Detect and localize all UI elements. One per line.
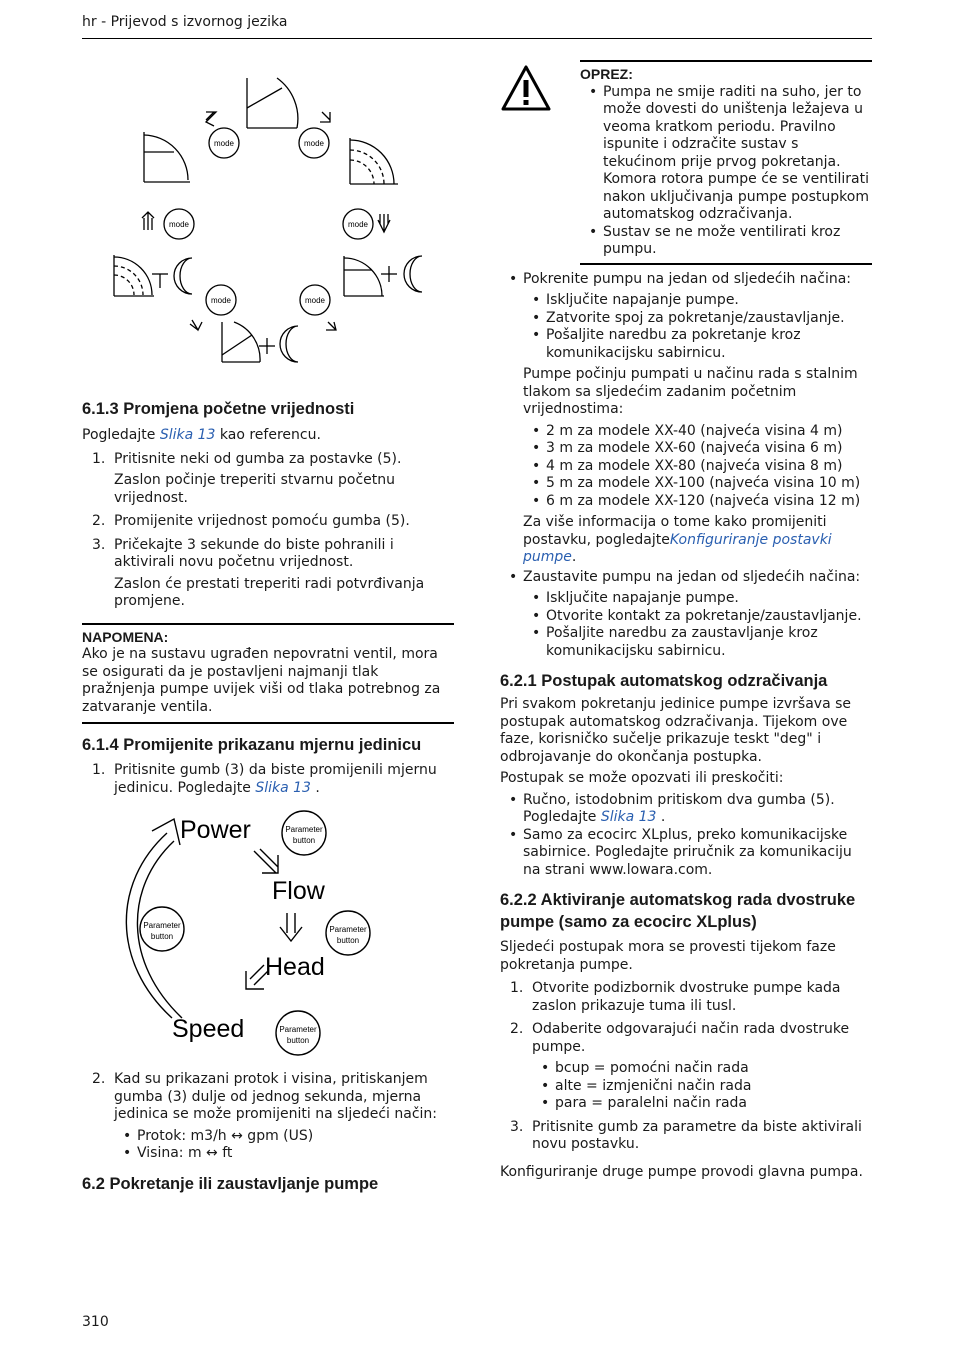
head-label: Head bbox=[265, 953, 325, 981]
right-column bbox=[500, 60, 872, 1181]
list-item: • bcup = pomoćni način rada bbox=[532, 1060, 872, 1078]
figure-link[interactable]: Slika 13 bbox=[159, 427, 216, 443]
section-title-6-2: 6.2 Pokretanje ili zaustavljanje pumpe bbox=[82, 1174, 379, 1193]
section-title-6-1-3: 6.1.3 Promjena početne vrijednosti bbox=[82, 400, 355, 418]
arrow-icon bbox=[206, 112, 216, 126]
figure-link[interactable]: Slika 13 bbox=[600, 809, 657, 825]
bullet-list bbox=[523, 423, 872, 511]
paragraph: Pri svakom pokretanju jedinice pumpe izvršava se postupak automatskog odzračivanja. Tijekom ove faze, korisničko sučelje prikazuje teskt "deg" i odbrojavanje do okončanja postupka. bbox=[500, 696, 852, 765]
steps-list bbox=[500, 980, 872, 1154]
page-header: hr - Prijevod s izvornog jezika bbox=[82, 14, 288, 30]
parameter-button-label: button bbox=[292, 836, 316, 845]
bullet-list bbox=[500, 792, 872, 880]
list-item: • Visina: m ↔ ft bbox=[114, 1145, 454, 1163]
steps-list bbox=[82, 1071, 454, 1163]
arrow-icon bbox=[320, 112, 330, 122]
paragraph: Konfiguriranje druge pumpe provodi glavna pumpa. bbox=[500, 1163, 863, 1180]
mode-label: mode bbox=[347, 220, 369, 229]
arrow-icon bbox=[326, 322, 336, 330]
list-item: • alte = izmjenični način rada bbox=[532, 1078, 872, 1096]
parameter-button-label: button bbox=[150, 932, 174, 941]
page-number: 310 bbox=[82, 1314, 109, 1330]
arrow-icon bbox=[254, 849, 278, 873]
figure-link[interactable]: Slika 13 bbox=[255, 779, 311, 796]
curve-fixed-upper-right bbox=[350, 138, 398, 184]
mode-label: mode bbox=[213, 139, 235, 148]
arrow-down-icon bbox=[280, 913, 302, 941]
paragraph: Postupak se može opozvati ili preskočiti: bbox=[500, 770, 784, 786]
bullet-list bbox=[523, 292, 872, 362]
left-column bbox=[82, 60, 454, 1195]
display-code: tuma bbox=[649, 997, 686, 1014]
list-item: • Zatvorite spoj za pokretanje/zaustavljanje. bbox=[523, 310, 872, 328]
list-item: • Ručno, istodobnim pritiskom dva gumba (5). Pogledajte Slika 13 . bbox=[500, 792, 872, 827]
parameter-button-label: Parameter bbox=[329, 925, 367, 934]
list-item: • 4 m za modele XX-80 (najveća visina 8 m) bbox=[523, 458, 872, 476]
caution-box bbox=[580, 60, 872, 265]
list-item: • Protok: m3/h ↔ gpm (US) bbox=[114, 1128, 454, 1146]
mode-cycle-figure bbox=[82, 60, 454, 370]
curve-constant-upper-left bbox=[144, 132, 190, 182]
list-item: • Sustav se ne može ventilirati kroz pumpu. bbox=[580, 224, 872, 259]
list-item: 1. Pritisnite gumb (3) da biste promijenili mjernu jedinicu. Pogledajte Slika 13 . bbox=[92, 762, 437, 796]
caution-title: OPREZ: bbox=[580, 66, 633, 82]
list-item: • Otvorite kontakt za pokretanje/zaustavljanje. bbox=[523, 608, 872, 626]
curve-proportional-night-bottom bbox=[222, 322, 298, 362]
list-item: • 2 m za modele XX-40 (najveća visina 4 m) bbox=[523, 423, 872, 441]
note-title: NAPOMENA: bbox=[82, 628, 169, 645]
list-item: • Pošaljite naredbu za pokretanje kroz komunikacijsku sabirnicu. bbox=[523, 327, 872, 362]
parameter-button-label: button bbox=[286, 1036, 310, 1045]
arrow-up-icon bbox=[142, 212, 154, 230]
list-item: • Pokrenite pumpu na jedan od sljedećih načina: • Isključite napajanje pumpe. • Zatvorite spoj za pokretanje/zaustavljanje. • Pošaljite naredbu za pokretanje kroz komunikacijsku sabirnicu. Pumpe počinju pumpati u načinu rada s stalnim tlakom sa sljedećim zadanim početnim vrijednostima: • 2 m za modele XX-40 (najveća visina 4 m) • 3 m za modele XX-60 (najveća visina 6 m) • 4 m za modele XX-80 (najveća visina 8 m) • 5 m za modele XX-100 (najveća visina 10 m) • 6 m za modele XX-120 (najveća visina 12 m) Za više informacija o tome kako promijeniti postavku, pogledajteKonfiguriranje postavki pumpe. bbox=[500, 271, 872, 567]
list-item: 3. Pritisnite gumb za parametre da biste aktivirali novu postavku. bbox=[510, 1118, 862, 1152]
parameter-button-label: Parameter bbox=[279, 1025, 317, 1034]
list-item: • Zaustavite pumpu na jedan od sljedećih načina: • Isključite napajanje pumpe. • Otvorite kontakt za pokretanje/zaustavljanje. • Pošaljite naredbu za zaustavljanje kroz komunikacijsku sabirnicu. bbox=[500, 569, 872, 661]
curve-constant-night-right bbox=[344, 256, 422, 296]
list-item: • Samo za ecocirc XLplus, preko komunikacijske sabirnice. Pogledajte priručnik za komunikaciju na strani www.lowara.com. bbox=[500, 827, 872, 880]
list-item: • Isključite napajanje pumpe. bbox=[523, 590, 872, 608]
cycle-arrow-head bbox=[152, 819, 180, 845]
list-item: 3. Pričekajte 3 sekunde do biste pohranili i aktivirali novu početnu vrijednost. Zaslon će prestati treperiti radi potvrđivanja promjene. bbox=[92, 536, 425, 609]
parameter-button-label: button bbox=[336, 936, 360, 945]
display-code: tusl bbox=[706, 997, 732, 1014]
list-item: 2. Odaberite odgovarajući način rada dvostruke pumpe. • bcup = pomoćni način rada • alte = izmjenični način rada • para = paralelni način rada bbox=[500, 1021, 872, 1113]
list-item: • 6 m za modele XX-120 (najveća visina 12 m) bbox=[523, 493, 872, 511]
list-item: • Pošaljite naredbu za zaustavljanje kroz komunikacijsku sabirnicu. bbox=[523, 625, 872, 660]
bullet-list bbox=[523, 590, 872, 660]
bullet-list bbox=[580, 84, 872, 259]
section-title-6-1-4: 6.1.4 Promijenite prikazanu mjernu jedinicu bbox=[82, 736, 422, 754]
list-item: • Pumpa ne smije raditi na suho, jer to može dovesti do uništenja ležajeva u veoma kratkom periodu. Pravilno ispunite i odzračite sustav s tekućinom prije prvog pokretanja. Komora rotora pumpe će se ventilirati nakon uključivanja pumpe postupkom automatskog odzračivanja. bbox=[580, 84, 872, 224]
list-item: 2. Kad su prikazani protok i visina, pritiskanjem gumba (3) dulje od jednog sekunda, mjerna jedinica se može promijeniti na sljedeći način: • Protok: m3/h ↔ gpm (US) • Visina: m ↔ ft bbox=[82, 1071, 454, 1163]
power-label: Power bbox=[180, 816, 251, 844]
parameter-button-label: Parameter bbox=[285, 825, 323, 834]
header-rule bbox=[82, 38, 872, 39]
steps-list bbox=[82, 451, 454, 611]
paragraph: Pumpe počinju pumpati u načinu rada s stalnim tlakom sa sljedećim zadanim početnim vrijednostima: bbox=[523, 366, 858, 417]
list-item: 2. Promijenite vrijednost pomoću gumba (5). bbox=[92, 513, 410, 529]
curve-proportional-top bbox=[247, 78, 298, 128]
paragraph: Za više informacija o tome kako promijeniti postavku, pogledajteKonfiguriranje postavki pumpe. bbox=[523, 514, 832, 565]
arrow-icon bbox=[190, 320, 202, 330]
paragraph: Pogledajte Slika 13 kao referencu. bbox=[82, 427, 321, 443]
bullet-list bbox=[114, 1128, 454, 1163]
parameter-cycle-figure bbox=[82, 803, 454, 1065]
list-item: • 3 m za modele XX-60 (najveća visina 6 m) bbox=[523, 440, 872, 458]
section-title-6-2-2: 6.2.2 Aktiviranje automatskog rada dvostruke pumpe (samo za ecocirc XLplus) bbox=[500, 891, 856, 931]
note-text: Ako je na sustavu ugrađen nepovratni ventil, mora se osigurati da je postavljeni najmanji tlak pražnjenja pumpe uvijek viši od tlaka potrebnog za zatvaranje ventila. bbox=[82, 646, 441, 715]
flow-label: Flow bbox=[272, 877, 325, 905]
mode-label: mode bbox=[303, 139, 325, 148]
list-item: • para = paralelni način rada bbox=[532, 1095, 872, 1113]
mode-label: mode bbox=[304, 296, 326, 305]
section-title-6-2-1: 6.2.1 Postupak automatskog odzračivanja bbox=[500, 672, 828, 690]
speed-label: Speed bbox=[172, 1015, 245, 1043]
list-item: • 5 m za modele XX-100 (najveća visina 10 m) bbox=[523, 475, 872, 493]
note-box bbox=[82, 623, 454, 725]
warning-triangle-icon bbox=[500, 64, 552, 112]
list-item: 1. Pritisnite neki od gumba za postavke (5). Zaslon počinje treperiti stvarnu početnu vrijednost. bbox=[92, 450, 402, 506]
arrow-down-icon bbox=[378, 214, 390, 232]
steps-list bbox=[82, 762, 454, 797]
caution-block bbox=[500, 60, 872, 265]
bullet-list bbox=[532, 1060, 872, 1113]
mode-label: mode bbox=[168, 220, 190, 229]
list-item: 1. Otvorite podizbornik dvostruke pumpe kada zaslon prikazuje tuma ili tusl. bbox=[510, 980, 841, 1014]
settings-link[interactable]: Konfiguriranje postavki pumpe bbox=[523, 531, 832, 565]
curve-fixed-night-left bbox=[114, 255, 192, 296]
bullet-list bbox=[500, 271, 872, 661]
paragraph: Sljedeći postupak mora se provesti tijekom faze pokretanja pumpe. bbox=[500, 939, 836, 973]
list-item: • Isključite napajanje pumpe. bbox=[523, 292, 872, 310]
mode-label: mode bbox=[210, 296, 232, 305]
parameter-button-label: Parameter bbox=[143, 921, 181, 930]
